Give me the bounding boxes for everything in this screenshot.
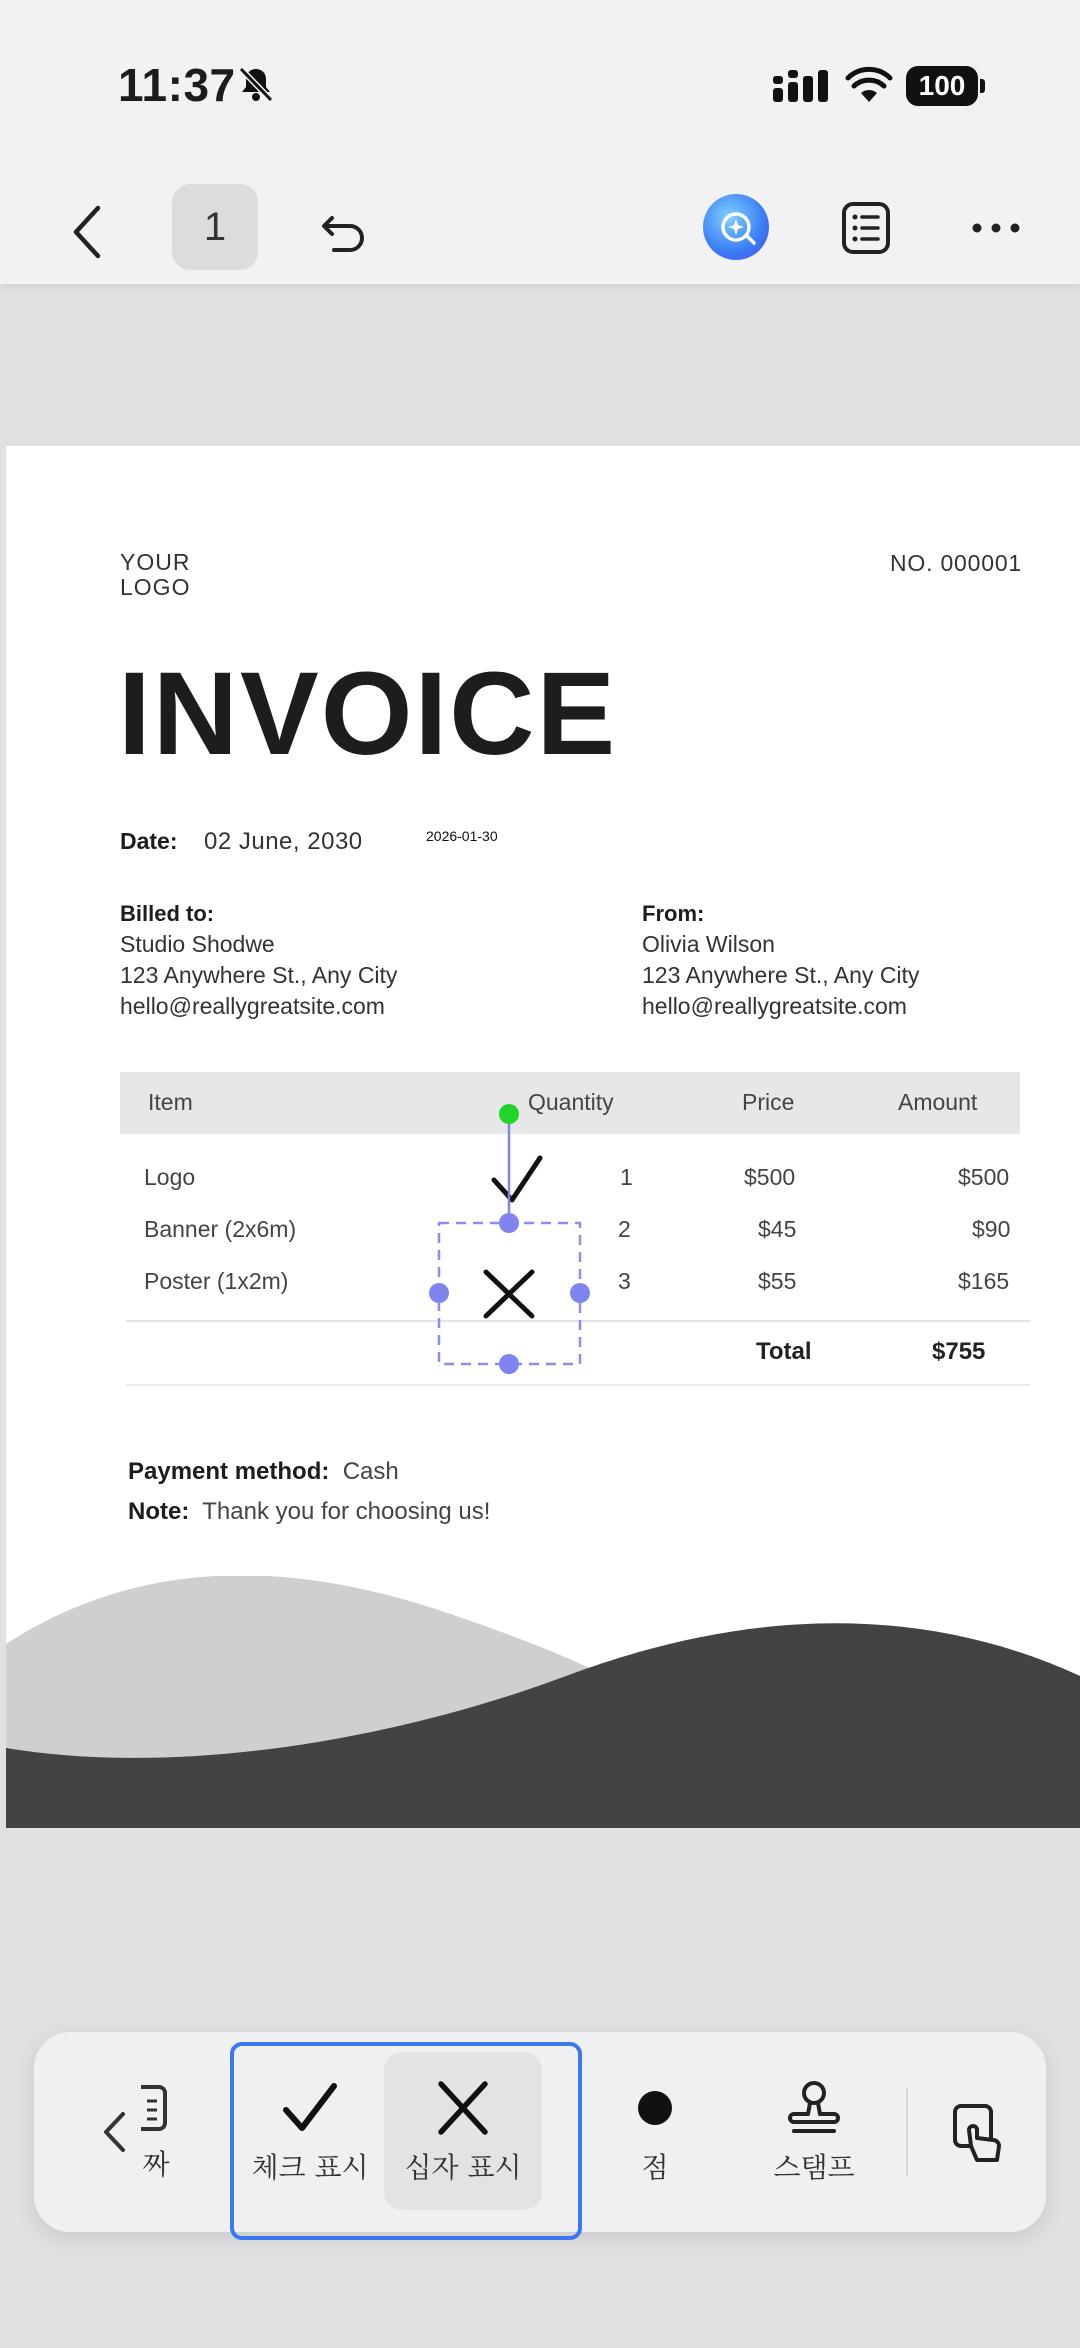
cellular-signal-icon	[773, 68, 829, 108]
col-amount: Amount	[898, 1089, 978, 1115]
bell-muted-icon	[236, 64, 276, 104]
status-bar	[0, 0, 1080, 180]
footer-wave-decoration	[6, 1576, 1080, 1828]
page-number-button[interactable]: 1	[172, 184, 258, 270]
billed-email: hello@reallygreatsite.com	[120, 993, 385, 1019]
cell-item: Banner (2x6m)	[144, 1216, 297, 1242]
from-block	[642, 898, 919, 1022]
billed-name: Studio Shodwe	[120, 931, 275, 957]
billed-address: 123 Anywhere St., Any City	[120, 962, 398, 988]
tool-check-mark[interactable]	[234, 2032, 386, 2232]
chevron-left-icon	[68, 204, 108, 260]
tap-select-icon	[949, 2100, 1009, 2164]
dot-icon	[625, 2078, 685, 2138]
battery-indicator	[906, 66, 986, 106]
undo-button[interactable]	[312, 198, 376, 262]
note	[128, 1498, 490, 1526]
check-icon	[280, 2078, 340, 2138]
document-page[interactable]	[6, 446, 1080, 1828]
ai-assistant-button[interactable]	[703, 194, 769, 260]
billed-to-label: Billed to:	[120, 901, 215, 926]
cell-qty: 1	[620, 1164, 633, 1190]
payment-method	[128, 1458, 399, 1486]
ai-sparkle-icon	[714, 205, 758, 249]
payment-label: Payment method:	[128, 1458, 330, 1485]
from-name: Olivia Wilson	[642, 931, 775, 957]
undo-icon	[318, 204, 370, 256]
date-value: 02 June, 2030	[204, 828, 363, 855]
cell-amount: $500	[958, 1164, 1010, 1190]
list-icon	[840, 200, 892, 256]
date-label: Date:	[120, 828, 178, 854]
annotation-tool-panel	[34, 2032, 1046, 2232]
stamp-icon	[784, 2078, 844, 2138]
cell-amount: $90	[972, 1216, 1011, 1242]
tool-label: 점	[641, 2151, 669, 2184]
invoice-number: NO. 000001	[889, 550, 1022, 576]
note-label: Note:	[128, 1498, 190, 1525]
col-price: Price	[742, 1089, 795, 1115]
outline-list-button[interactable]	[834, 196, 898, 260]
tool-label: 스탬프	[773, 2151, 855, 2184]
total-label: Total	[756, 1338, 812, 1365]
cell-item: Poster (1x2m)	[144, 1268, 289, 1294]
cell-price: $45	[758, 1216, 797, 1242]
invoice-title: INVOICE	[118, 648, 618, 780]
billed-to-block	[120, 898, 397, 1022]
from-address: 123 Anywhere St., Any City	[642, 962, 920, 988]
calendar-icon	[141, 2081, 171, 2135]
more-horizontal-icon	[971, 222, 1021, 234]
date-stamp-annotation[interactable]: 2026-01-30	[426, 828, 498, 844]
tool-label: 체크 표시	[251, 2151, 369, 2184]
cell-item: Logo	[144, 1164, 196, 1190]
cell-price: $55	[758, 1268, 797, 1294]
note-value: Thank you for choosing us!	[202, 1498, 491, 1525]
cell-qty: 2	[618, 1216, 631, 1242]
more-options-button[interactable]	[960, 196, 1032, 260]
from-label: From:	[642, 901, 705, 926]
status-time: 11:37	[118, 59, 236, 111]
tool-label: 십자 표시	[404, 2151, 522, 2184]
col-item: Item	[148, 1089, 193, 1115]
logo-line-1: YOUR	[120, 549, 191, 575]
table-header	[120, 1072, 1020, 1134]
tool-dot[interactable]	[582, 2032, 728, 2232]
battery-level: 100	[906, 66, 978, 106]
tool-cross-mark[interactable]	[386, 2032, 540, 2232]
tool-label: 짜	[142, 2148, 170, 2181]
back-button[interactable]	[58, 202, 118, 262]
multi-select-mode-button[interactable]	[924, 2032, 1034, 2232]
table-divider	[126, 1320, 1030, 1322]
logo-placeholder	[120, 550, 190, 600]
chevron-left-icon	[101, 2110, 127, 2154]
payment-value: Cash	[342, 1458, 399, 1485]
total-value: $755	[932, 1338, 986, 1365]
cross-icon	[433, 2078, 493, 2138]
table-bottom-divider	[126, 1384, 1030, 1386]
top-toolbar	[0, 180, 1080, 284]
cell-amount: $165	[958, 1268, 1010, 1294]
from-email: hello@reallygreatsite.com	[642, 993, 907, 1019]
cell-qty: 3	[618, 1268, 631, 1294]
tool-date-partial[interactable]	[134, 2032, 178, 2232]
cell-price: $500	[744, 1164, 796, 1190]
logo-line-2: LOGO	[120, 574, 191, 600]
wifi-icon	[845, 66, 893, 106]
col-quantity: Quantity	[528, 1089, 614, 1115]
panel-divider	[906, 2088, 908, 2176]
tool-stamp[interactable]	[734, 2032, 894, 2232]
